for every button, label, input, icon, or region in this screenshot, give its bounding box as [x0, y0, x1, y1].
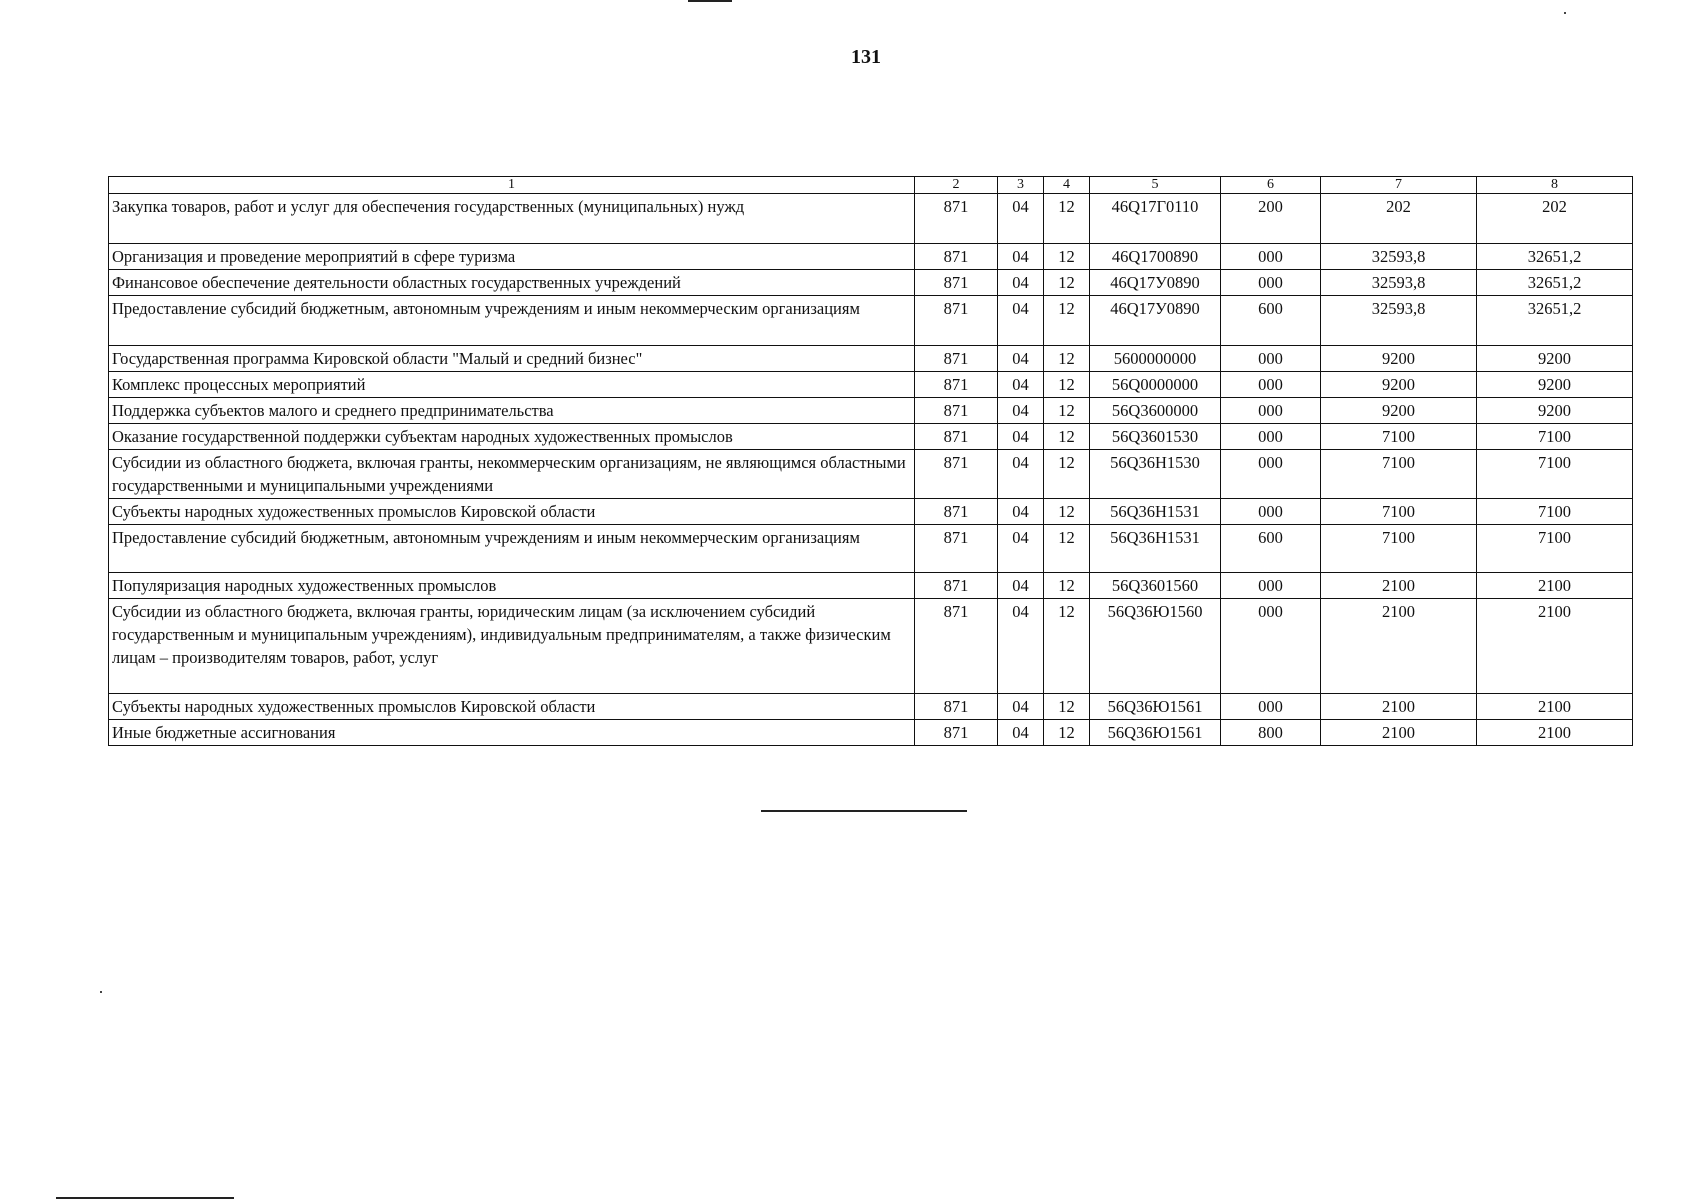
section-code: 04: [998, 573, 1044, 599]
amount-col-7: 32593,8: [1321, 296, 1477, 346]
expense-type-code: 000: [1221, 398, 1321, 424]
subsection-code: 12: [1044, 573, 1090, 599]
subsection-code: 12: [1044, 244, 1090, 270]
expense-type-code: 000: [1221, 346, 1321, 372]
target-article-code: 46Q17У0890: [1090, 270, 1221, 296]
expense-type-code: 000: [1221, 450, 1321, 499]
expense-type-code: 000: [1221, 499, 1321, 525]
target-article-code: 46Q17У0890: [1090, 296, 1221, 346]
section-code: 04: [998, 694, 1044, 720]
table-row: [109, 270, 1633, 296]
expense-type-code: 000: [1221, 424, 1321, 450]
amount-col-7: 32593,8: [1321, 270, 1477, 296]
amount-col-8: 9200: [1477, 398, 1633, 424]
table-end-rule: [761, 810, 967, 812]
ministry-code: 871: [915, 599, 998, 694]
amount-col-7: 2100: [1321, 720, 1477, 746]
target-article-code: 56Q36H1531: [1090, 499, 1221, 525]
table-row: [109, 346, 1633, 372]
section-code: 04: [998, 499, 1044, 525]
scan-speck: [100, 991, 102, 993]
ministry-code: 871: [915, 525, 998, 573]
section-code: 04: [998, 720, 1044, 746]
amount-col-8: 7100: [1477, 499, 1633, 525]
ministry-code: 871: [915, 346, 998, 372]
footnote-rule: [56, 1197, 234, 1199]
amount-col-7: 32593,8: [1321, 244, 1477, 270]
amount-col-7: 9200: [1321, 372, 1477, 398]
table-row: [109, 573, 1633, 599]
section-code: 04: [998, 398, 1044, 424]
section-code: 04: [998, 599, 1044, 694]
table-row: [109, 499, 1633, 525]
subsection-code: 12: [1044, 424, 1090, 450]
ministry-code: 871: [915, 398, 998, 424]
row-name: Субъекты народных художественных промыслов Кировской области: [109, 694, 915, 720]
section-code: 04: [998, 450, 1044, 499]
amount-col-7: 7100: [1321, 525, 1477, 573]
target-article-code: 56Q36H1531: [1090, 525, 1221, 573]
ministry-code: 871: [915, 694, 998, 720]
row-name: Субсидии из областного бюджета, включая гранты, некоммерческим организациям, не являющимся областными государственными и муниципальными учреждениями: [109, 450, 915, 499]
subsection-code: 12: [1044, 499, 1090, 525]
section-code: 04: [998, 424, 1044, 450]
expense-type-code: 000: [1221, 599, 1321, 694]
amount-col-8: 32651,2: [1477, 296, 1633, 346]
row-name: Популяризация народных художественных промыслов: [109, 573, 915, 599]
subsection-code: 12: [1044, 450, 1090, 499]
amount-col-7: 2100: [1321, 694, 1477, 720]
ministry-code: 871: [915, 296, 998, 346]
subsection-code: 12: [1044, 694, 1090, 720]
budget-table: [108, 176, 1633, 746]
expense-type-code: 000: [1221, 244, 1321, 270]
expense-type-code: 800: [1221, 720, 1321, 746]
target-article-code: 46Q17Г0110: [1090, 194, 1221, 244]
amount-col-7: 7100: [1321, 499, 1477, 525]
ministry-code: 871: [915, 573, 998, 599]
expense-type-code: 000: [1221, 573, 1321, 599]
target-article-code: 56Q3600000: [1090, 398, 1221, 424]
subsection-code: 12: [1044, 398, 1090, 424]
amount-col-8: 9200: [1477, 346, 1633, 372]
row-name: Комплекс процессных мероприятий: [109, 372, 915, 398]
row-name: Поддержка субъектов малого и среднего предпринимательства: [109, 398, 915, 424]
section-code: 04: [998, 244, 1044, 270]
amount-col-7: 2100: [1321, 599, 1477, 694]
amount-col-7: 202: [1321, 194, 1477, 244]
expense-type-code: 600: [1221, 525, 1321, 573]
table-row: [109, 296, 1633, 346]
subsection-code: 12: [1044, 720, 1090, 746]
amount-col-8: 7100: [1477, 424, 1633, 450]
target-article-code: 56Q36Ю1560: [1090, 599, 1221, 694]
row-name: Закупка товаров, работ и услуг для обеспечения государственных (муниципальных) нужд: [109, 194, 915, 244]
section-code: 04: [998, 372, 1044, 398]
amount-col-7: 9200: [1321, 346, 1477, 372]
expense-type-code: 200: [1221, 194, 1321, 244]
column-number-header-row: [109, 177, 1633, 194]
amount-col-8: 7100: [1477, 450, 1633, 499]
ministry-code: 871: [915, 270, 998, 296]
table-row: [109, 599, 1633, 694]
expense-type-code: 600: [1221, 296, 1321, 346]
table-row: [109, 244, 1633, 270]
row-name: Субъекты народных художественных промыслов Кировской области: [109, 499, 915, 525]
header-cell: 1: [109, 177, 915, 194]
amount-col-7: 7100: [1321, 424, 1477, 450]
amount-col-8: 2100: [1477, 720, 1633, 746]
table-row: [109, 194, 1633, 244]
amount-col-8: 7100: [1477, 525, 1633, 573]
ministry-code: 871: [915, 244, 998, 270]
row-name: Предоставление субсидий бюджетным, автономным учреждениям и иным некоммерческим организациям: [109, 525, 915, 573]
row-name: Субсидии из областного бюджета, включая гранты, юридическим лицам (за исключением субсидий государственным и муниципальным учреждениям), индивидуальным предпринимателям, а также физическим лицам – производителям товаров, работ, услуг: [109, 599, 915, 694]
row-name: Оказание государственной поддержки субъектам народных художественных промыслов: [109, 424, 915, 450]
section-code: 04: [998, 346, 1044, 372]
subsection-code: 12: [1044, 372, 1090, 398]
ministry-code: 871: [915, 194, 998, 244]
ministry-code: 871: [915, 720, 998, 746]
header-cell: 7: [1321, 177, 1477, 194]
header-cell: 3: [998, 177, 1044, 194]
section-code: 04: [998, 296, 1044, 346]
row-name: Организация и проведение мероприятий в сфере туризма: [109, 244, 915, 270]
section-code: 04: [998, 525, 1044, 573]
target-article-code: 5600000000: [1090, 346, 1221, 372]
target-article-code: 56Q0000000: [1090, 372, 1221, 398]
header-cell: 2: [915, 177, 998, 194]
expense-type-code: 000: [1221, 694, 1321, 720]
amount-col-8: 32651,2: [1477, 270, 1633, 296]
header-cell: 6: [1221, 177, 1321, 194]
subsection-code: 12: [1044, 599, 1090, 694]
table-row: [109, 372, 1633, 398]
section-code: 04: [998, 270, 1044, 296]
target-article-code: 46Q1700890: [1090, 244, 1221, 270]
amount-col-8: 32651,2: [1477, 244, 1633, 270]
ministry-code: 871: [915, 424, 998, 450]
expense-type-code: 000: [1221, 372, 1321, 398]
target-article-code: 56Q3601530: [1090, 424, 1221, 450]
target-article-code: 56Q36H1530: [1090, 450, 1221, 499]
header-cell: 8: [1477, 177, 1633, 194]
row-name: Предоставление субсидий бюджетным, автономным учреждениям и иным некоммерческим организациям: [109, 296, 915, 346]
table-row: [109, 720, 1633, 746]
header-cell: 4: [1044, 177, 1090, 194]
top-edge-mark: [688, 0, 732, 2]
amount-col-8: 2100: [1477, 599, 1633, 694]
target-article-code: 56Q36Ю1561: [1090, 694, 1221, 720]
target-article-code: 56Q36Ю1561: [1090, 720, 1221, 746]
amount-col-7: 2100: [1321, 573, 1477, 599]
row-name: Государственная программа Кировской области "Малый и средний бизнес": [109, 346, 915, 372]
subsection-code: 12: [1044, 296, 1090, 346]
table-row: [109, 398, 1633, 424]
section-code: 04: [998, 194, 1044, 244]
ministry-code: 871: [915, 499, 998, 525]
subsection-code: 12: [1044, 194, 1090, 244]
ministry-code: 871: [915, 450, 998, 499]
target-article-code: 56Q3601560: [1090, 573, 1221, 599]
amount-col-8: 2100: [1477, 694, 1633, 720]
scan-speck: [1564, 12, 1566, 14]
subsection-code: 12: [1044, 525, 1090, 573]
amount-col-7: 7100: [1321, 450, 1477, 499]
header-cell: 5: [1090, 177, 1221, 194]
page-number: 131: [851, 46, 881, 68]
table-row: [109, 424, 1633, 450]
amount-col-8: 9200: [1477, 372, 1633, 398]
row-name: Финансовое обеспечение деятельности областных государственных учреждений: [109, 270, 915, 296]
table-row: [109, 450, 1633, 499]
ministry-code: 871: [915, 372, 998, 398]
amount-col-7: 9200: [1321, 398, 1477, 424]
amount-col-8: 2100: [1477, 573, 1633, 599]
subsection-code: 12: [1044, 270, 1090, 296]
amount-col-8: 202: [1477, 194, 1633, 244]
table-row: [109, 525, 1633, 573]
subsection-code: 12: [1044, 346, 1090, 372]
expense-type-code: 000: [1221, 270, 1321, 296]
row-name: Иные бюджетные ассигнования: [109, 720, 915, 746]
table-row: [109, 694, 1633, 720]
